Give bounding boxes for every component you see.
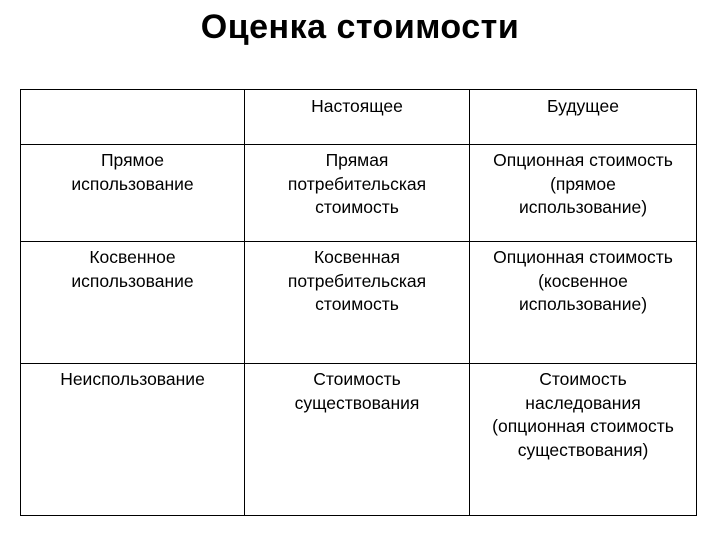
table-row (21, 145, 697, 242)
table-corner-cell (21, 90, 245, 145)
valuation-table (20, 89, 697, 516)
column-header-present: Настоящее (245, 90, 470, 145)
cell-indirect-use-future: Опционная стоимость (косвенное использование) (470, 242, 697, 364)
cell-non-use-future: Стоимость наследования (опционная стоимость существования) (470, 364, 697, 516)
row-label-direct-use: Прямое использование (21, 145, 245, 242)
row-label-non-use: Неиспользование (21, 364, 245, 516)
cell-non-use-present: Стоимость существования (245, 364, 470, 516)
slide-title: Оценка стоимости (200, 8, 520, 46)
cell-indirect-use-present: Косвенная потребительская стоимость (245, 242, 470, 364)
cell-direct-use-present: Прямая потребительская стоимость (245, 145, 470, 242)
table-header-row (21, 90, 697, 145)
cell-direct-use-future: Опционная стоимость (прямое использование) (470, 145, 697, 242)
column-header-future: Будущее (470, 90, 697, 145)
row-label-indirect-use: Косвенное использование (21, 242, 245, 364)
table-row (21, 242, 697, 364)
table-row (21, 364, 697, 516)
